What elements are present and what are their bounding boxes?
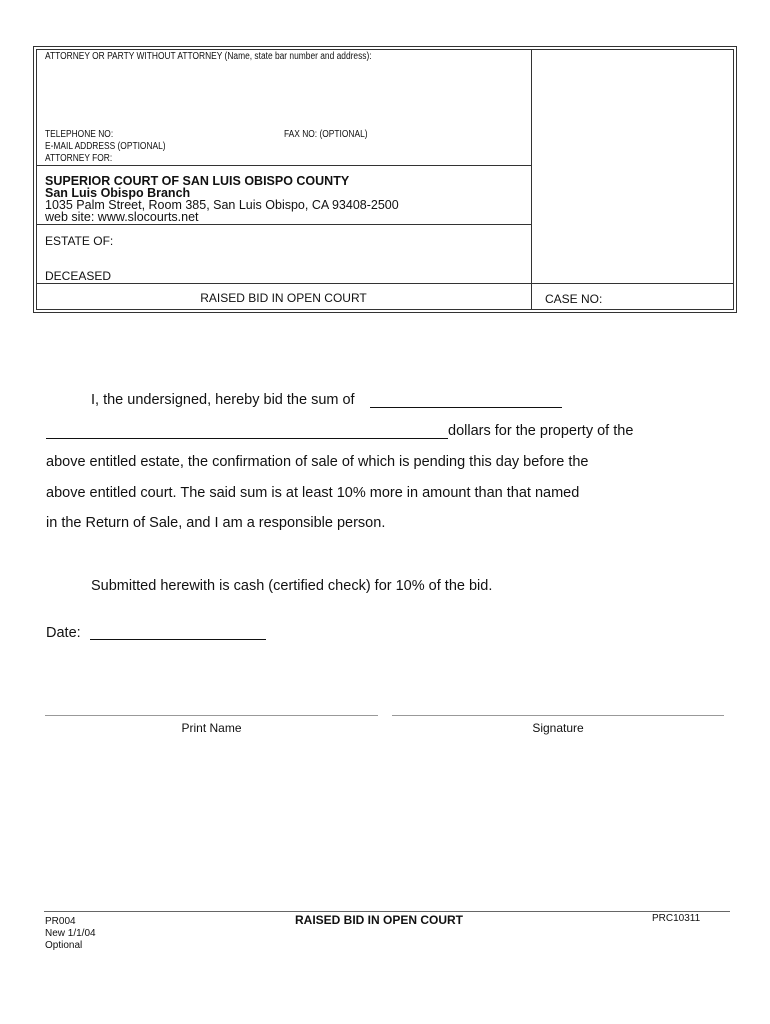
form-title: RAISED BID IN OPEN COURT (200, 291, 367, 305)
attorney-for-label: ATTORNEY FOR: (45, 153, 113, 164)
form-revision: New 1/1/04 (45, 928, 96, 939)
bid-line-1: I, the undersigned, hereby bid the sum of (91, 392, 355, 408)
court-branch: San Luis Obispo Branch (45, 186, 191, 200)
telephone-label: TELEPHONE NO: (45, 129, 114, 140)
footer-title: RAISED BID IN OPEN COURT (295, 913, 464, 927)
bid-line-3: above entitled estate, the confirmation of sale of which is pending this day before the (46, 454, 589, 470)
attorney-label: ATTORNEY OR PARTY WITHOUT ATTORNEY (Name, state bar number and address): (45, 51, 372, 62)
court-section-top-rule (36, 165, 531, 166)
signature-label: Signature (532, 721, 584, 735)
form-status: Optional (45, 940, 83, 951)
bid-line-5: in the Return of Sale, and I am a responsible person. (46, 515, 386, 531)
caption-divider-vertical (531, 49, 532, 310)
print-name-line[interactable] (45, 715, 378, 716)
signature-line[interactable] (392, 715, 724, 716)
bid-amount-words-blank[interactable] (46, 438, 448, 439)
estate-section-top-rule (36, 224, 531, 225)
bid-line-4: above entitled court. The said sum is at least 10% more in amount than that named (46, 485, 580, 501)
estate-of-label: ESTATE OF: (45, 234, 114, 248)
title-row-top-rule (36, 283, 734, 284)
email-label: E-MAIL ADDRESS (OPTIONAL) (45, 141, 166, 152)
footer-rule (44, 911, 730, 912)
fax-label: FAX NO: (OPTIONAL) (284, 129, 368, 140)
form-number: PR004 (45, 916, 76, 927)
cash-statement: Submitted herewith is cash (certified check) for 10% of the bid. (91, 578, 493, 594)
bid-amount-blank[interactable] (370, 407, 562, 408)
court-website: web site: www.slocourts.net (45, 210, 199, 224)
court-name: SUPERIOR COURT OF SAN LUIS OBISPO COUNTY (45, 174, 350, 188)
court-address: 1035 Palm Street, Room 385, San Luis Obispo, CA 93408-2500 (45, 198, 399, 212)
footer-code: PRC10311 (652, 913, 701, 924)
print-name-label: Print Name (181, 721, 242, 735)
date-blank[interactable] (90, 639, 266, 640)
case-no-label: CASE NO: (545, 292, 603, 306)
bid-line-2: dollars for the property of the (448, 423, 634, 439)
deceased-label: DECEASED (45, 269, 112, 283)
date-label: Date: (46, 625, 81, 641)
